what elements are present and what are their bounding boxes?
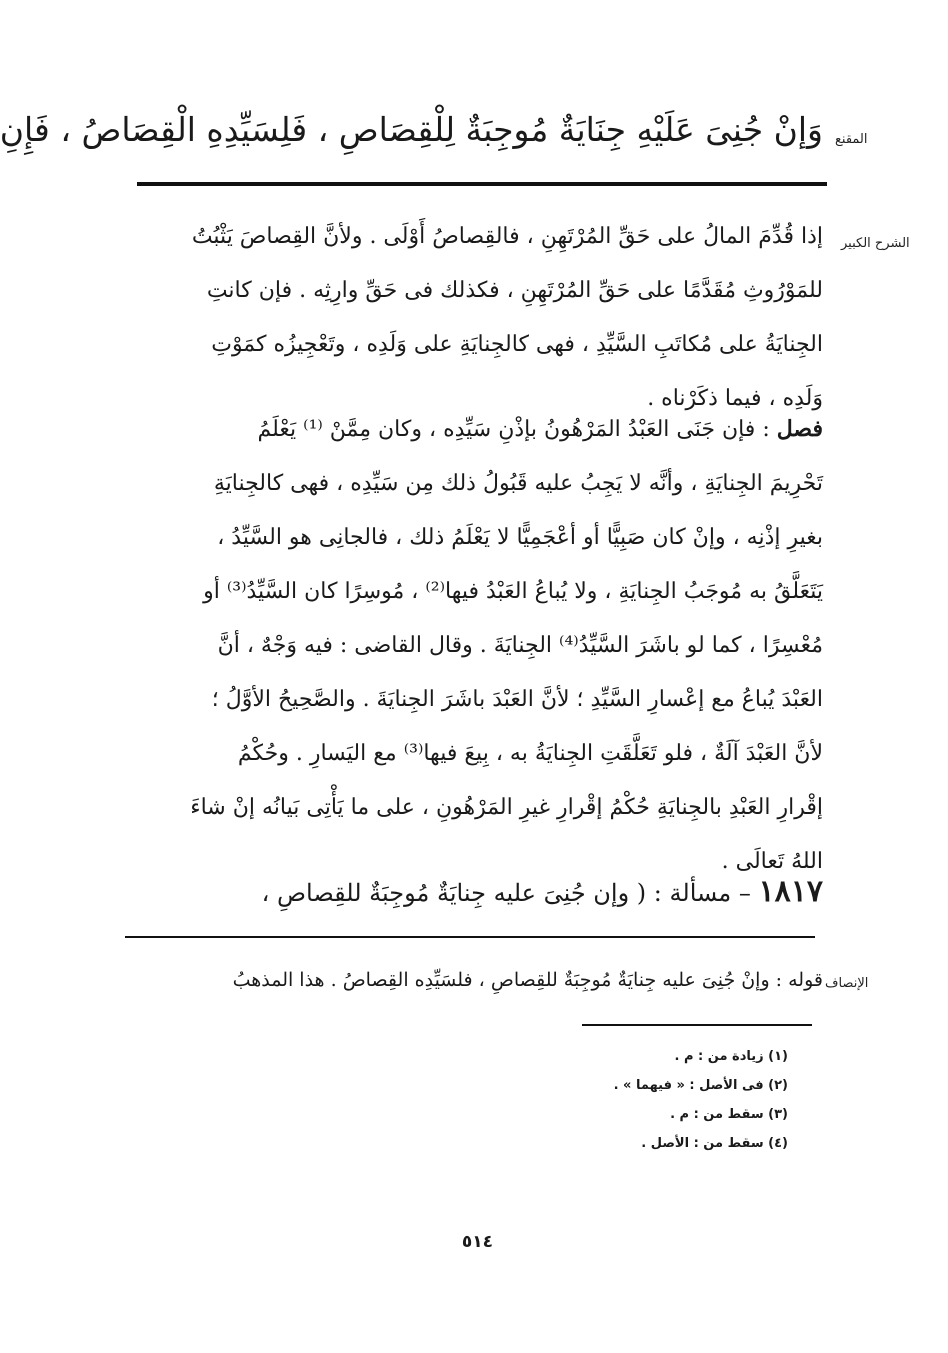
muqni-label: المقنع <box>835 132 868 147</box>
sharh-label: الشرح الكبير <box>841 236 910 251</box>
fasl-line: : فإن جَنَى العَبْدُ المَرْهُونُ بإذْنِ سَيِّدِه ، وكان مِمَّنْ ⁽¹⁾ يَعْلَمُ <box>257 417 770 442</box>
section-divider <box>137 182 827 186</box>
sharh-line: للمَوْرُوثِ مُقَدَّمًا على حَقِّ المُرْتَهِنِ ، فكذلك فى حَقِّ وارِثِه . فإن كانتِ <box>206 278 823 303</box>
footnote: (٢) فى الأصل : « فيهما » . <box>613 1078 788 1093</box>
footnote: (٣) سقط من : م . <box>670 1107 788 1122</box>
sharh-paragraph <box>143 210 823 426</box>
insaf-divider <box>125 936 815 938</box>
fasl-heading: فصل <box>776 416 823 442</box>
footnote-divider <box>582 1024 812 1026</box>
footnote: (١) زيادة من : م . <box>674 1049 788 1064</box>
fasl-line: بغيرِ إذْنِه ، وإنْ كان صَبِيًّا أو أعْجَمِيًّا لا يَعْلَمُ ذلك ، فالجانِى هو السَّيِّدُ ، <box>217 525 823 550</box>
fasl-line: تَحْرِيمَ الجِنايَةِ ، وأنَّه لا يَجِبُ عليه قَبُولُ ذلك مِن سَيِّدِه ، فهى كالجِنايَةِ <box>213 471 823 496</box>
footnotes <box>488 1042 788 1158</box>
muqni-text: وَإنْ جُنِىَ عَلَيْهِ جِنَايَةٌ مُوجِبَةٌ لِلْقِصَاصِ ، فَلِسَيِّدِهِ الْقِصَاصُ ، فَإِنِ <box>0 110 823 149</box>
sharh-line: إذا قُدِّمَ المالُ على حَقِّ المُرْتَهِنِ ، فالقِصاصُ أَوْلَى . ولأنَّ القِصاصَ يَثْبُتُ <box>191 224 823 249</box>
fasl-line: لأنَّ العَبْدَ آلَةٌ ، فلو تَعَلَّقَتِ الجِنايَةُ به ، بِيعَ فيها⁽³⁾ مع اليَسارِ . وحُكْمُ <box>237 741 823 766</box>
masala-number: ١٨١٧ <box>758 874 823 909</box>
fasl-line: مُعْسِرًا ، كما لو باشَرَ السَّيِّدُ⁽⁴⁾ الجِنايَةَ . وقال القاضى : فيه وَجْهٌ ، أنَّ <box>217 633 823 658</box>
fasl-line: العَبْدَ يُباعُ مع إعْسارِ السَّيِّدِ ؛ لأنَّ العَبْدَ باشَرَ الجِنايَةَ . والصَّحِيحُ الأوَّلُ ؛ <box>211 687 823 712</box>
page-number: ٥١٤ <box>461 1232 494 1252</box>
fasl-first-line <box>143 402 823 457</box>
fasl-line: اللهُ تَعالَى . <box>721 849 823 874</box>
insaf-label: الإنصاف <box>825 976 869 991</box>
sharh-line: الجِنايَةُ على مُكاتَبِ السَّيِّدِ ، فهى كالجِنايَةِ على وَلَدِه ، وتَعْجِيزُه كمَوْتِ <box>211 332 823 357</box>
sharh-line: وَلَدِه ، فيما ذكَرْناه . <box>647 386 823 411</box>
footnote: (٤) سقط من : الأصل . <box>641 1136 788 1151</box>
fasl-paragraph <box>143 402 823 889</box>
fasl-line: يَتَعَلَّقُ به مُوجَبُ الجِنايَةِ ، ولا يُباعُ العَبْدُ فيها⁽²⁾ ، مُوسِرًا كان السَّيِّدُ⁽³⁾ أو <box>203 579 823 604</box>
insaf-text: قوله : وإنْ جُنِىَ عليه جِنايَةٌ مُوجِبَةٌ للقِصاصِ ، فلسَيِّدِه القِصاصُ . هذا المذهبُ <box>232 969 823 991</box>
masala-line <box>143 862 823 923</box>
fasl-line: إقْرارِ العَبْدِ بالجِنايَةِ حُكْمُ إقْرارِ غيرِ المَرْهُونِ ، على ما يَأْتِى بَيانُه إنْ شاءَ <box>190 795 823 820</box>
masala-text: – مسألة : ( وإن جُنِىَ عليه جِنايَةٌ مُوجِبَةٌ للقِصاصِ ، <box>261 879 751 907</box>
